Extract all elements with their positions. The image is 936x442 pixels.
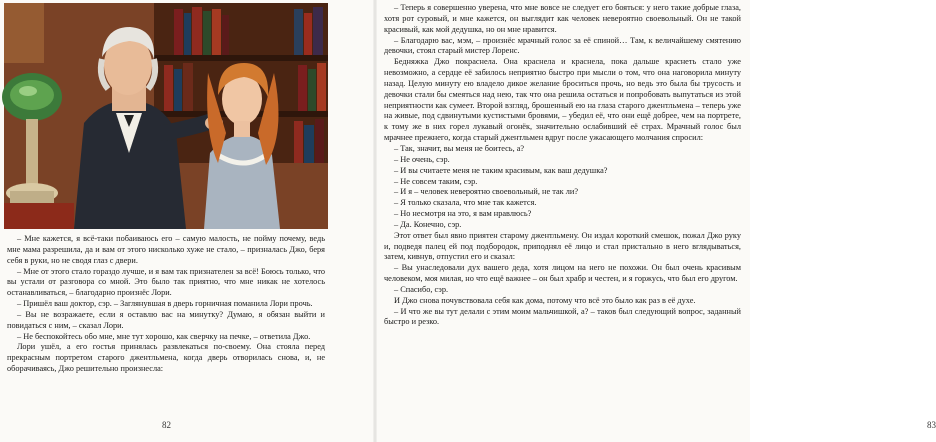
paragraph: – Вы не возражаете, если я оставлю вас на минутку? Думаю, я обязан выйти и повидаться с ним, – сказал Лори. [7,309,325,330]
paragraph: – И я – человек невероятно своевольный, не так ли? [394,187,578,197]
paragraph: – Я только сказала, что мне так кажется. [394,198,537,208]
paragraph: – Не беспокойтесь обо мне, мне тут хорошо, как сверчку на печке, – ответила Джо. [17,331,311,341]
left-page-text [7,234,325,375]
paragraph: – Благодарю вас, мэм, – произнёс мрачный голос за её спиной… Там, к величайшему смятению девочки, стоял старый мистер Лоренс. [384,35,741,56]
paragraph: – Теперь я совершенно уверена, что мне вовсе не следует его бояться: у него такие добрые глаза, хотя рот суровый, и мне кажется, он выглядит как человек невероятно своевольный. Он не такой красивый, как мой дедушка, но он мне нравится. [384,3,741,34]
paragraph: – Вы унаследовали дух вашего деда, хотя лицом на него не похожи. Он был очень красивым человеком, моя милая, но что ещё важнее – он был храбр и честен, и я горжусь, что был его другом. [384,263,741,284]
right-page [375,0,936,442]
paragraph: – Спасибо, сэр. [394,284,449,294]
paragraph: – И что же вы тут делали с этим моим мальчишкой, а? – таков был следующий вопрос, заданный быстро и резко. [384,306,741,327]
paragraph: И Джо снова почувствовала себя как дома, потому что всё это было как раз в её духе. [394,295,696,305]
illustration-old-man-and-girl [4,3,328,229]
paragraph: Бедняжка Джо покраснела. Она краснела и краснела, пока дальше краснеть стало уже невозможно, а сердце её забилось неприятно быстро при мысли о том, что она наговорила минуту назад. Целую минуту ею владело дикое желание броситься прочь, но ведь это была бы трусость и девочки стали бы смеяться над нею, так что она решила остаться и попробовать выпутаться из этой неприятности как сумеет. Второй взгляд, брошенный ею на глаза старого джентльмена – теперь уже на живые, под сдвинутыми кустистыми бровями, – убедил её, что они ещё добрее, чем на портрете, к тому же в них горел лукавый огонёк, значительно ослабивший её страх. Мрачный голос был мрачнее прежнего, когда старый джентльмен вдруг после ужасающего молчания спросил: [384,57,741,143]
paragraph: – Мне кажется, я всё-таки побаиваюсь его – самую малость, не пойму почему, ведь мне мама разрешила, да и вам от этого нисколько хуже не стало, – призналась Джо, беря себя в руки, но не сводя глаз с двери. [7,234,325,265]
right-page-text [384,3,741,328]
page-number: 83 [927,420,936,430]
paragraph: – Но несмотря на это, я вам нравлюсь? [394,209,532,219]
paragraph: – Пришёл ваш доктор, сэр. – Заглянувшая в дверь горничная поманила Лори прочь. [17,299,313,309]
paragraph: – Да. Конечно, сэр. [394,219,462,229]
paragraph: Лори ушёл, а его гостья принялась развлекаться по-своему. Она стояла перед прекрасным портретом старого джентльмена, когда дверь отворилась снова, и, не оборачиваясь, Джо решительно произнесла: [7,342,325,374]
paragraph: – И вы считаете меня не таким красивым, как ваш дедушка? [394,165,608,175]
paragraph: – Так, значит, вы меня не боитесь, а? [394,143,525,153]
page-number: 82 [162,420,171,430]
left-page [0,0,375,442]
paragraph: Этот ответ был явно приятен старому джентльмену. Он издал короткий смешок, пожал Джо руку и, подведя палец ей под подбородок, приподнял её лицо и стал пристально в него вглядываться, затем, кивнув, отпустил его и сказал: [384,230,741,262]
paragraph: – Не совсем таким, сэр. [394,176,478,186]
paragraph: – Не очень, сэр. [394,154,450,164]
paragraph: – Мне от этого стало гораздо лучше, и я вам так признателен за всё! Боюсь только, что вы устали от разговора со мной. Это было так приятно, что мне никак не хотелось останавливаться, – благодарно произнёс Лори. [7,266,325,298]
